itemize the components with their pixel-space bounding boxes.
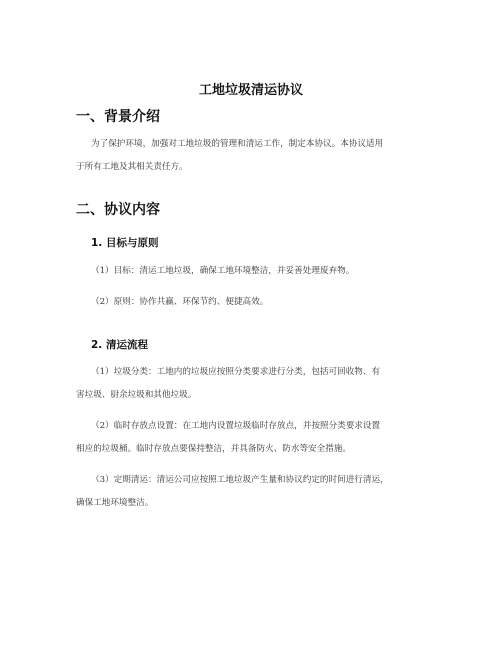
background-paragraph-line-1: 为了保护环境，加强对工地垃圾的管理和清运工作，制定本协议。本协议适用	[91, 139, 384, 149]
goals-item-1: （1）目标：清运工地垃圾，确保工地环境整洁，并妥善处理废弃物。	[91, 266, 355, 276]
process-item-2-line-2: 相应的垃圾桶。临时存放点要保持整洁，并具备防火、防水等安全措施。	[76, 444, 352, 454]
process-item-2-line-1: （2）临时存放点设置：在工地内设置垃圾临时存放点，并按照分类要求设置	[91, 421, 381, 431]
subheading-goals: 1. 目标与原则	[91, 237, 159, 249]
background-paragraph-line-2: 于所有工地及其相关责任方。	[76, 162, 188, 172]
goals-item-2: （2）原则：协作共赢、环保节约、便捷高效。	[91, 297, 269, 307]
process-item-1-line-1: （1）垃圾分类：工地内的垃圾应按照分类要求进行分类，包括可回收物、有	[91, 367, 381, 377]
subheading-process: 2. 清运流程	[91, 339, 148, 351]
process-item-3-line-2: 确保工地环境整洁。	[76, 498, 154, 508]
process-item-1-line-2: 害垃圾、厨余垃圾和其他垃圾。	[76, 390, 197, 400]
document-title: 工地垃圾清运协议	[198, 83, 303, 98]
section-heading-background: 一、背景介绍	[76, 109, 160, 125]
section-heading-agreement: 二、协议内容	[76, 202, 160, 218]
process-item-3-line-1: （3）定期清运：清运公司应按照工地垃圾产生量和协议约定的时间进行清运，	[91, 475, 389, 485]
